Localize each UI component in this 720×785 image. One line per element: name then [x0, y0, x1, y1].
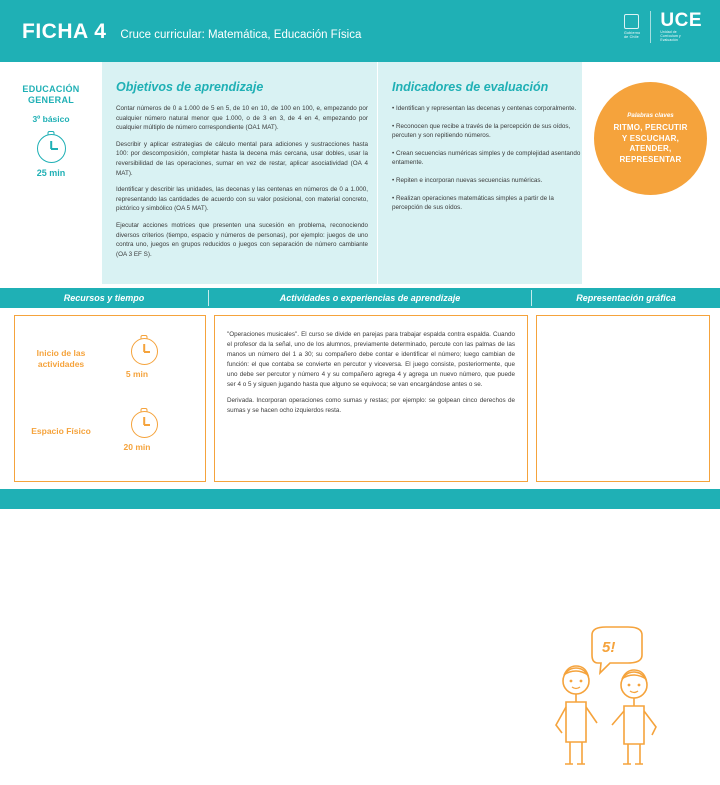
left-child-mouth [572, 687, 580, 689]
indicator-item: • Realizan operaciones matemáticas simples a partir de la percepción de sus oídos. [392, 194, 554, 212]
gob-logo-line-1: Gobierno [623, 31, 641, 35]
learning-objectives-block [116, 80, 368, 266]
left-child-legs [570, 742, 582, 764]
right-child-eye [628, 684, 631, 687]
indicator-item: • Crean secuencias numéricas simples y de complejidad asentando entamente. [392, 149, 581, 167]
oa-paragraph: Identificar y describir las unidades, las decenas y las centenas en números de 0 a 1.000, representando las cantidades de acuerdo con su valor posicional, con material concreto, pictórico y simbólico (OA 5 MAT). [116, 186, 368, 213]
indicator-text: Reconocen que recibe a través de la percepción de sus oídos, percuten y son repitiendo números. [392, 122, 571, 140]
objectives-panel [102, 62, 582, 284]
clock-stem [141, 335, 148, 339]
oa-paragraph: Ejecutar acciones motrices que presenten una sucesión en problema, reconociendo diversos criterios (tiempo, espacio y números de personas), por ejemplo: juegos de uno contra uno, juegos en grupos reducidos o juegos con separación de número cambiante (OA 3 EF S). [116, 221, 368, 258]
education-level-line-1: EDUCACIÓN [22, 84, 80, 94]
uce-logo [650, 11, 702, 43]
panel-divider [377, 62, 378, 284]
recurso-time-group [107, 411, 167, 452]
keywords-title: Palabras claves [627, 112, 674, 119]
page-footer [0, 489, 720, 509]
clock-icon [37, 134, 66, 163]
page-header [0, 0, 720, 62]
clock-stem [141, 408, 148, 412]
keywords-terms [613, 123, 687, 165]
band-label-recursos: Recursos y tiempo [63, 293, 145, 303]
header-title-group [22, 20, 361, 44]
bubble-number: 5! [602, 639, 616, 656]
education-level-line-2: GENERAL [27, 95, 75, 105]
actividades-text [227, 330, 515, 422]
right-child-eye [638, 684, 641, 687]
indicator-text: Realizan operaciones matemáticas simples a partir de la percepción de sus oídos. [392, 194, 554, 212]
oa-paragraph: Contar números de 0 a 1.000 de 5 en 5, de 10 en 10, de 100 en 100, e, empezando por cualquier número natural menor que 1.000, o de 3 en 3, de 4 en 4, empezando por cualquier múltiplo de número correspondiente (OA1 MAT). [116, 105, 368, 132]
level-column [0, 62, 102, 284]
duration-label: 25 min [36, 168, 66, 178]
left-child-eye [580, 680, 583, 683]
recurso-label [15, 426, 107, 437]
page-subtitle: Cruce curricular: Matemática, Educación Física [120, 29, 362, 41]
indicator-item: • Reconocen que recibe a través de la percepción de sus oídos, percuten y son repitiendo números. [392, 122, 571, 140]
right-child-body [624, 698, 644, 744]
recursos-box [14, 315, 206, 482]
keyword-line-3: ATENDER, [629, 144, 672, 153]
speech-bubble-icon [592, 627, 642, 673]
evaluation-indicators-heading: Indicadores de evaluación [392, 80, 549, 94]
left-child-head [563, 668, 589, 694]
education-level [0, 84, 102, 106]
indicator-text: Crean secuencias numéricas simples y de complejidad asentando entamente. [392, 149, 581, 167]
page-title: FICHA 4 [22, 20, 107, 43]
recurso-label-line-1: Inicio de las [36, 347, 86, 358]
representacion-box [536, 315, 710, 482]
recurso-time: 20 min [123, 442, 151, 452]
indicator-text: Identifican y representan las decenas y centenas corporalmente. [395, 105, 577, 112]
uce-logo-line-3: Evaluación [660, 38, 679, 43]
right-child-head [621, 672, 647, 698]
left-child-body [566, 694, 586, 742]
clock-icon [131, 338, 158, 365]
keyword-line-4: REPRESENTAR [619, 154, 682, 164]
recurso-time: 5 min [125, 369, 149, 379]
recurso-row [15, 411, 205, 452]
band-label-representacion: Representación gráfica [576, 293, 676, 303]
children-drawing-svg [536, 623, 708, 780]
uce-logo-line-2: Currículum y [660, 34, 681, 39]
recurso-row [15, 338, 205, 379]
left-child-arms [556, 707, 597, 733]
header-logos [624, 11, 702, 43]
indicator-text: Repiten e incorporan nuevas secuencias numéricas. [395, 176, 543, 184]
learning-objectives-text [116, 104, 368, 259]
recurso-time-group [107, 338, 167, 379]
actividad-paragraph: Derivada. Incorporan operaciones como sumas y restas; por ejemplo: se golpean cinco derechos de sumas y se hacen ocho izquierdos resta. [227, 397, 515, 414]
gobierno-de-chile-logo [624, 11, 640, 40]
lower-section [0, 308, 720, 656]
oa-paragraph: Describir y aplicar estrategias de cálculo mental para adiciones y sustracciones hasta 100: por descomposición, completar hasta la decena más cercana, usar dobles, usar la reversibilidad de las operaciones, sumar en vez de restar, aplicar asociatividad (OA 4 MAT). [116, 140, 368, 177]
uce-acronym: UCE [660, 10, 702, 31]
right-child-legs [628, 744, 640, 764]
right-child-mouth [630, 691, 638, 693]
keyword-line-1: RITMO, PERCUTIR [613, 123, 688, 132]
duration-group [0, 134, 102, 178]
recurso-label-line-2: actividades [37, 358, 85, 369]
recurso-label [15, 348, 107, 370]
learning-objectives-heading: Objetivos de aprendizaje [116, 80, 264, 94]
clock-stem [48, 131, 55, 135]
uce-logo-line-1: Unidad de [660, 30, 677, 34]
band-label-actividades: Actividades o experiencias de aprendizaje [279, 293, 461, 303]
right-child-arms [612, 711, 656, 735]
actividades-box [214, 315, 528, 482]
indicator-item: • Repiten e incorporan nuevas secuencias numéricas. [392, 176, 543, 184]
evaluation-indicators-block [392, 80, 584, 221]
clock-icon [131, 411, 158, 438]
recurso-label-line-1: Espacio Físico [31, 426, 91, 436]
evaluation-indicators-list [392, 104, 584, 213]
chile-coat-of-arms-icon [624, 14, 639, 29]
left-child-eye [570, 680, 573, 683]
representacion-illustration [536, 623, 708, 780]
indicator-item: • Identifican y representan las decenas y centenas corporalmente. [392, 105, 577, 112]
actividad-paragraph: "Operaciones musicales". El curso se divide en parejas para trabajar espalda contra espalda. Cuando el profesor da la señal, uno de los alumnos, previamente determinado, percute con las palmas de las manos un número del 1 a 30; su compañero debe contar e identificar el número; luego cambian de función: el que contaba se convierte en percutor y viceversa. El juego consiste, posteriormente, que uno debe ser percutor y número 4 y su compañero agrega 4 y agrega un nuevo número, que puede ser 4 o 5 y siguen jugando hasta que alguno se equivoca; se van encargándose antes o se. [227, 331, 515, 388]
gob-logo-line-2: de Chile [623, 35, 639, 40]
keywords-badge [594, 82, 707, 195]
section-header-band [0, 288, 720, 308]
grade-label: 3º básico [32, 114, 70, 124]
keyword-line-2: Y ESCUCHAR, [621, 133, 680, 143]
